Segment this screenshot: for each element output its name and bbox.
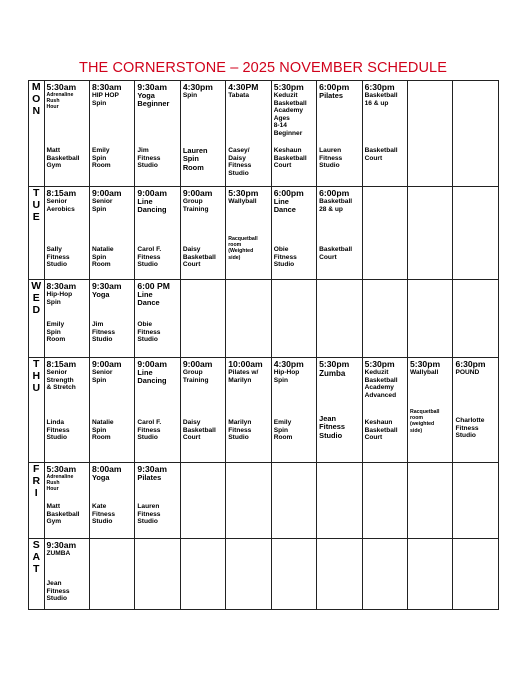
class-time: 5:30pm [273, 82, 304, 92]
class-activity: Line Dance [137, 290, 160, 308]
empty-cell [317, 280, 362, 358]
class-activity: Senior Spin [91, 369, 113, 384]
class-activity: Basketball 16 & up [364, 92, 398, 107]
class-time: 9:30am [137, 464, 168, 474]
class-activity: Senior Strength & Stretch [46, 369, 76, 392]
class-time: 8:30am [91, 82, 122, 92]
class-time: 9:00am [137, 188, 168, 198]
class-time: 6:30pm [455, 359, 486, 369]
class-activity: Wallyball [228, 198, 257, 205]
class-cell [135, 81, 180, 187]
class-time: 4:30pm [273, 359, 304, 369]
class-cell [44, 463, 89, 539]
day-row-mon [29, 81, 499, 187]
empty-cell [408, 81, 453, 187]
class-activity: Keduzit Basketball Academy Ages 8-14 Beginner [273, 92, 307, 137]
class-activity: Basketball 28 & up [319, 198, 353, 213]
class-time: 9:30am [137, 82, 168, 92]
empty-cell [408, 280, 453, 358]
class-cell [271, 187, 316, 280]
class-time: 9:00am [91, 188, 122, 198]
class-activity: Line Dancing [137, 368, 167, 386]
class-activity: Yoga [91, 473, 110, 482]
class-time: 6:30pm [364, 82, 395, 92]
empty-cell [89, 539, 134, 610]
class-cell [362, 81, 407, 187]
class-activity: Zumba [319, 369, 346, 378]
class-activity: POUND [455, 369, 480, 376]
class-info: Daisy Basketball Court [182, 419, 216, 442]
class-info: Marilyn Fitness Studio [228, 419, 252, 442]
class-cell [408, 358, 453, 463]
empty-cell [362, 463, 407, 539]
class-info: Jim Fitness Studio [137, 147, 161, 170]
class-cell [89, 463, 134, 539]
empty-cell [180, 280, 225, 358]
day-label: T H U [29, 358, 45, 463]
class-cell [271, 81, 316, 187]
class-activity: Pilates [319, 91, 343, 100]
class-activity: Keduzit Basketball Academy Advanced [364, 369, 398, 399]
class-cell [317, 81, 362, 187]
class-time: 6:00 PM [137, 281, 170, 291]
class-time: 5:30pm [228, 188, 259, 198]
class-time: 4:30PM [228, 82, 259, 92]
class-cell [226, 187, 271, 280]
empty-cell [271, 463, 316, 539]
class-cell [44, 358, 89, 463]
class-time: 9:00am [182, 359, 213, 369]
class-info: Jim Fitness Studio [91, 321, 116, 344]
class-activity: Yoga Beginner [137, 91, 170, 109]
class-time: 8:15am [46, 359, 77, 369]
class-cell [44, 539, 89, 610]
class-info: Matt Basketball Gym [46, 147, 80, 170]
class-cell [453, 358, 499, 463]
day-label: M O N [29, 81, 45, 187]
empty-cell [317, 539, 362, 610]
class-info: Lauren Fitness Studio [137, 503, 161, 526]
class-activity: Adrenaline Rush Hour [46, 474, 74, 493]
class-time: 9:00am [91, 359, 122, 369]
class-time: 4:30pm [182, 82, 213, 92]
class-cell [317, 187, 362, 280]
class-info: Racquetball room (weighted side) [410, 409, 440, 434]
class-activity: Pilates w/ Marilyn [228, 369, 259, 384]
class-info: Emily Spin Room [46, 321, 66, 344]
class-cell [180, 358, 225, 463]
empty-cell [226, 539, 271, 610]
class-time: 10:00am [228, 359, 263, 369]
class-info: Linda Fitness Studio [46, 419, 70, 442]
empty-cell [271, 280, 316, 358]
empty-cell [226, 463, 271, 539]
class-time: 5:30pm [410, 359, 441, 369]
class-cell [89, 358, 134, 463]
empty-cell [135, 539, 180, 610]
class-info: Lauren Spin Room [182, 146, 208, 172]
day-label: T U E [29, 187, 45, 280]
class-cell [180, 187, 225, 280]
class-activity: Hip-Hop Spin [273, 369, 300, 384]
class-activity: Wallyball [410, 369, 439, 376]
class-info: Kate Fitness Studio [91, 503, 116, 526]
class-cell [44, 280, 89, 358]
class-info: Jean Fitness Studio [319, 414, 346, 440]
empty-cell [453, 280, 499, 358]
empty-cell [362, 539, 407, 610]
class-info: Carol F. Fitness Studio [137, 419, 162, 442]
schedule-title: THE CORNERSTONE – 2025 NOVEMBER SCHEDULE [79, 60, 447, 76]
class-cell [226, 358, 271, 463]
class-info: Jean Fitness Studio [46, 580, 70, 603]
class-info: Matt Basketball Gym [46, 503, 80, 526]
class-info: Natalie Spin Room [91, 246, 114, 269]
day-label: S A T [29, 539, 45, 610]
schedule-table [28, 80, 499, 610]
class-cell [226, 81, 271, 187]
class-info: Daisy Basketball Court [182, 246, 216, 269]
class-activity: Adrenaline Rush Hour [46, 92, 74, 111]
class-activity: Yoga [91, 290, 110, 299]
class-cell [89, 187, 134, 280]
class-cell [44, 81, 89, 187]
day-row-sat [29, 539, 499, 610]
empty-cell [453, 187, 499, 280]
class-time: 9:30am [91, 281, 122, 291]
empty-cell [453, 539, 499, 610]
class-activity: HIP HOP Spin [91, 92, 119, 107]
class-cell [135, 280, 180, 358]
class-info: Keshaun Basketball Court [273, 147, 307, 170]
class-time: 8:30am [46, 281, 77, 291]
class-info: Natalie Spin Room [91, 419, 114, 442]
empty-cell [408, 539, 453, 610]
class-info: Charlotte Fitness Studio [455, 417, 485, 440]
class-activity: Tabata [228, 92, 250, 99]
class-cell [317, 358, 362, 463]
empty-cell [362, 280, 407, 358]
class-activity: Line Dance [273, 197, 296, 215]
day-row-wed [29, 280, 499, 358]
class-cell [271, 358, 316, 463]
class-cell [135, 463, 180, 539]
class-activity: Pilates [137, 473, 162, 482]
class-time: 9:00am [137, 359, 168, 369]
class-info: Casey/ Daisy Fitness Studio [228, 147, 252, 177]
class-activity: Spin [182, 92, 198, 99]
class-time: 5:30am [46, 82, 77, 92]
day-row-tue [29, 187, 499, 280]
class-cell [135, 187, 180, 280]
class-cell [180, 81, 225, 187]
class-activity: Hip-Hop Spin [46, 291, 73, 306]
class-cell [89, 81, 134, 187]
class-info: Obie Fitness Studio [273, 246, 297, 269]
empty-cell [408, 187, 453, 280]
day-label: W E D [29, 280, 45, 358]
class-time: 9:00am [182, 188, 213, 198]
class-info: Keshaun Basketball Court [364, 419, 398, 442]
empty-cell [453, 463, 499, 539]
class-cell [89, 280, 134, 358]
class-info: Emily Spin Room [273, 419, 293, 442]
class-info: Racquetball room (Weighted side) [228, 236, 258, 261]
class-info: Basketball Court [364, 147, 398, 162]
class-info: Carol F. Fitness Studio [137, 246, 162, 269]
class-time: 6:00pm [319, 82, 350, 92]
class-info: Lauren Fitness Studio [319, 147, 343, 170]
class-activity: Group Training [182, 369, 209, 384]
empty-cell [271, 539, 316, 610]
empty-cell [317, 463, 362, 539]
class-time: 5:30pm [364, 359, 395, 369]
empty-cell [453, 81, 499, 187]
class-activity: Line Dancing [137, 197, 167, 215]
class-time: 6:00pm [319, 188, 350, 198]
class-time: 6:00pm [273, 188, 304, 198]
empty-cell [226, 280, 271, 358]
day-label: F R I [29, 463, 45, 539]
class-activity: Senior Aerobics [46, 198, 75, 213]
class-time: 9:30am [46, 540, 77, 550]
class-time: 5:30am [46, 464, 77, 474]
class-info: Emily Spin Room [91, 147, 111, 170]
empty-cell [408, 463, 453, 539]
empty-cell [180, 463, 225, 539]
class-info: Sally Fitness Studio [46, 246, 70, 269]
class-info: Basketball Court [319, 246, 353, 261]
class-time: 8:15am [46, 188, 77, 198]
class-activity: Senior Spin [91, 198, 113, 213]
class-activity: Group Training [182, 198, 209, 213]
class-cell [362, 358, 407, 463]
empty-cell [180, 539, 225, 610]
class-time: 5:30pm [319, 359, 350, 369]
class-cell [135, 358, 180, 463]
day-row-thu [29, 358, 499, 463]
class-activity: ZUMBA [46, 550, 71, 557]
class-cell [44, 187, 89, 280]
class-time: 8:00am [91, 464, 122, 474]
empty-cell [362, 187, 407, 280]
class-info: Obie Fitness Studio [137, 321, 161, 344]
day-row-fri [29, 463, 499, 539]
